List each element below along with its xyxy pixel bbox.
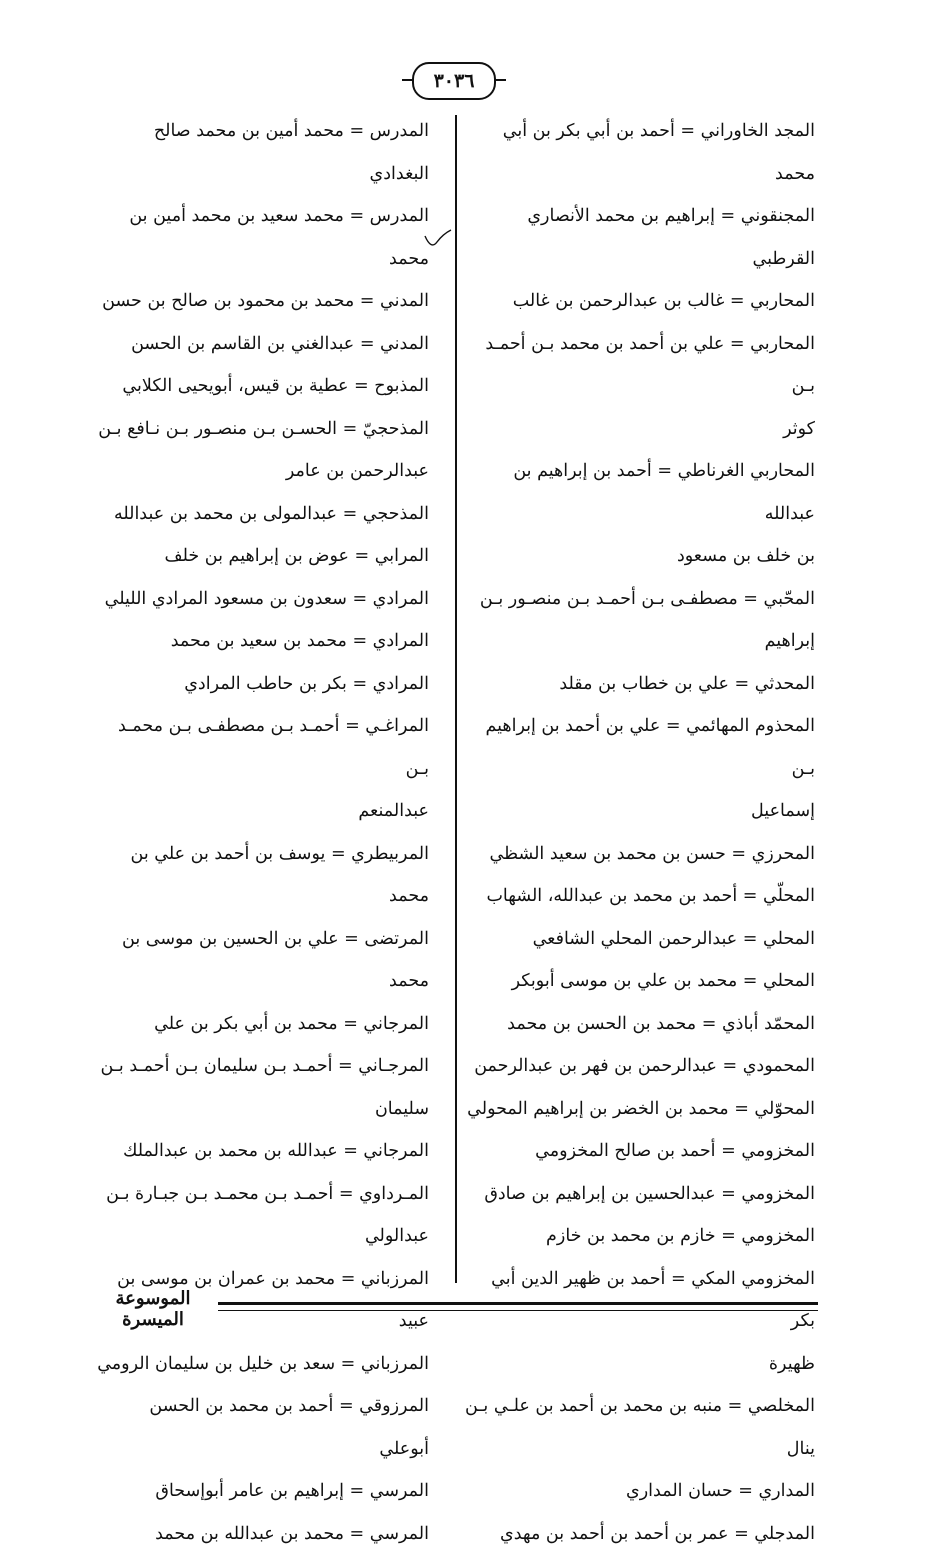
index-entry	[465, 323, 815, 451]
entry-line: المرزوقي = أحمد بن محمد بن الحسن أبوعلي	[95, 1385, 429, 1470]
index-entry	[465, 195, 815, 280]
index-entry	[95, 620, 429, 663]
entry-line: المدني = عبدالغني بن القاسم بن الحسن	[95, 323, 429, 366]
entry-line: المرجاني = محمد بن أبي بكر بن علي	[95, 1003, 429, 1046]
entry-line: المـرداوي = أحمـد بـن محمـد بـن جبـارة بـن	[95, 1173, 429, 1216]
entry-line: المرزباني = سعد بن خليل بن سليمان الرومي	[95, 1343, 429, 1386]
entry-line: المدني = محمد بن محمود بن صالح بن حسن	[95, 280, 429, 323]
entry-line: المذحجي = عبدالمولى بن محمد بن عبدالله	[95, 493, 429, 536]
entry-line: المرزباني = محمد بن عمران بن موسى بن عبيد	[95, 1258, 429, 1343]
entry-line: المراغـي = أحمـد بـن مصطفـى بـن محمـد بـن	[95, 705, 429, 790]
entry-line: المخزومي = عبدالحسين بن إبراهيم بن صادق	[465, 1173, 815, 1216]
index-entry	[465, 875, 815, 918]
entry-line: المرادي = بكر بن حاطب المرادي	[95, 663, 429, 706]
index-entry	[465, 1045, 815, 1088]
index-entry	[95, 195, 429, 280]
entry-continuation: بن خلف بن مسعود	[465, 535, 815, 578]
entry-line: المخزومي = خازم بن محمد بن خازم	[465, 1215, 815, 1258]
index-entry	[465, 1003, 815, 1046]
column-divider	[455, 115, 457, 1283]
entry-line: المذبوح = عطية بن قيس، أبويحيى الكلابي	[95, 365, 429, 408]
entry-line: المحدثي = علي بن خطاب بن مقلد	[465, 663, 815, 706]
index-entry	[465, 918, 815, 961]
index-entry	[465, 110, 815, 195]
entry-line: المخزومي = أحمد بن صالح المخزومي	[465, 1130, 815, 1173]
entry-line: المرجاني = عبدالله بن محمد بن عبدالملك	[95, 1130, 429, 1173]
entry-line: المحلي = عبدالرحمن المحلي الشافعي	[465, 918, 815, 961]
index-entry	[95, 1173, 429, 1258]
entry-line: المدرس = محمد أمين بن محمد صالح البغدادي	[95, 110, 429, 195]
index-entry	[95, 833, 429, 918]
index-entry	[465, 1513, 815, 1555]
index-entry	[465, 450, 815, 578]
entry-line: المحوّلي = محمد بن الخضر بن إبراهيم المحولي	[465, 1088, 815, 1131]
entry-line: المذحجيّ = الحسـن بـن منصـور بـن نـافع بـن	[95, 408, 429, 451]
entry-continuation: إبراهيم	[465, 620, 815, 663]
index-entry	[465, 1130, 815, 1173]
index-entry	[95, 1343, 429, 1386]
entry-continuation: سليمان	[95, 1088, 429, 1131]
page-number: ٣٠٣٦	[412, 62, 496, 100]
entry-line: المجنقوني = إبراهيم بن محمد الأنصاري القرطبي	[465, 195, 815, 280]
entry-line: المحاربي الغرناطي = أحمد بن إبراهيم بن عبدالله	[465, 450, 815, 535]
entry-line: المدجلي = عمر بن أحمد بن أحمد بن مهدي	[465, 1513, 815, 1555]
index-entry	[465, 960, 815, 1003]
entry-line: المحلّي = أحمد بن محمد بن عبدالله، الشهاب	[465, 875, 815, 918]
entry-line: المحمودي = عبدالرحمن بن فهر بن عبدالرحمن	[465, 1045, 815, 1088]
entry-line: المحاربي = غالب بن عبدالرحمن بن غالب	[465, 280, 815, 323]
index-entry	[95, 578, 429, 621]
entry-continuation: كوثر	[465, 408, 815, 451]
entry-line: المخلصي = منبه بن محمد بن أحمد بن علـي بـن	[465, 1385, 815, 1428]
index-entry	[465, 578, 815, 663]
index-entry	[465, 663, 815, 706]
index-entry	[465, 833, 815, 876]
entry-line: المحاربي = علي بن أحمد بن محمد بـن أحمـد بـن	[465, 323, 815, 408]
index-entry	[465, 1088, 815, 1131]
index-entry	[95, 365, 429, 408]
index-entry	[465, 1173, 815, 1216]
entry-line: المحلي = محمد بن علي بن موسى أبوبكر	[465, 960, 815, 1003]
index-entry	[465, 1470, 815, 1513]
entry-continuation: ينال	[465, 1428, 815, 1471]
index-entry	[465, 1258, 815, 1386]
index-entry	[95, 705, 429, 833]
entry-line: المرتضى = علي بن الحسين بن موسى بن محمد	[95, 918, 429, 1003]
entry-continuation: عبدالمنعم	[95, 790, 429, 833]
index-entry	[95, 493, 429, 536]
index-entry	[465, 280, 815, 323]
index-entry	[95, 1130, 429, 1173]
entry-continuation: عبدالرحمن بن عامر	[95, 450, 429, 493]
right-column	[465, 110, 815, 1555]
entry-line: المرسي = إبراهيم بن عامر أبوإسحاق	[95, 1470, 429, 1513]
entry-line: المجد الخاوراني = أحمد بن أبي بكر بن أبي محمد	[465, 110, 815, 195]
entry-line: المداري = حسان المداري	[465, 1470, 815, 1513]
entry-line: المرابي = عوض بن إبراهيم بن خلف	[95, 535, 429, 578]
entry-line: المربيطري = يوسف بن أحمد بن علي بن محمد	[95, 833, 429, 918]
entry-line: المخزومي المكي = أحمد بن ظهير الدين أبي بكر	[465, 1258, 815, 1343]
entry-line: المحذوم المهائمي = علي بن أحمد بن إبراهيم بـن	[465, 705, 815, 790]
index-entry	[95, 535, 429, 578]
entry-line: المرجـاني = أحمـد بـن سليمان بـن أحمـد بـن	[95, 1045, 429, 1088]
entry-continuation: إسماعيل	[465, 790, 815, 833]
index-entry	[95, 1003, 429, 1046]
entry-line: المحّبي = مصطفـى بـن أحمـد بـن منصـور بـن	[465, 578, 815, 621]
index-entry	[95, 663, 429, 706]
index-entry	[465, 1215, 815, 1258]
index-entry	[95, 323, 429, 366]
footer	[88, 1290, 818, 1320]
index-entry	[465, 1385, 815, 1470]
index-entry	[95, 408, 429, 493]
footer-title: الموسوعة الميسرة	[88, 1288, 218, 1330]
entry-line: المرسي = محمد بن عبدالله بن محمد	[95, 1513, 429, 1555]
index-entry	[95, 1513, 429, 1555]
index-entry	[95, 1470, 429, 1513]
index-entry	[465, 705, 815, 833]
index-entry	[95, 1045, 429, 1130]
entry-line: المرادي = محمد بن سعيد بن محمد	[95, 620, 429, 663]
footer-rule	[218, 1302, 818, 1311]
entry-line: المرادي = سعدون بن مسعود المرادي الليلي	[95, 578, 429, 621]
left-column	[95, 110, 429, 1555]
handwritten-margin-mark-icon	[423, 228, 453, 254]
index-entry	[95, 110, 429, 195]
index-entry	[95, 280, 429, 323]
entry-line: المدرس = محمد سعيد بن محمد أمين بن محمد	[95, 195, 429, 280]
index-entry	[95, 1385, 429, 1470]
index-entry	[95, 918, 429, 1003]
entry-line: المحمّد أباذي = محمد بن الحسن بن محمد	[465, 1003, 815, 1046]
entry-continuation: عبدالولي	[95, 1215, 429, 1258]
entry-continuation: ظهيرة	[465, 1343, 815, 1386]
entry-line: المحرزي = حسن بن محمد بن سعيد الشظي	[465, 833, 815, 876]
